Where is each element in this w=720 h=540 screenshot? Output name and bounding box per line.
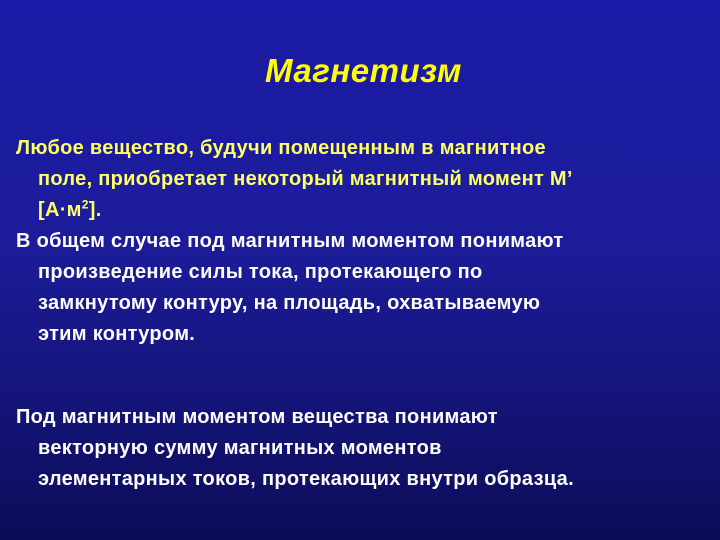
paragraph-line: замкнутому контуру, на площадь, охватываемую <box>38 292 541 314</box>
units-suffix: ]. <box>88 199 102 221</box>
paragraph-line-units <box>16 195 716 226</box>
paragraph-line: поле, приобретает некоторый магнитный момент М’ <box>38 168 573 190</box>
paragraph-line: векторную сумму магнитных моментов <box>38 437 442 459</box>
paragraph-line: элементарных токов, протекающих внутри образца. <box>38 468 574 490</box>
paragraph-magnetic-moment-definition <box>16 133 716 226</box>
paragraph-general-case <box>16 226 716 350</box>
paragraph-line: произведение силы тока, протекающего по <box>38 261 483 283</box>
paragraph-substance-moment <box>16 402 716 495</box>
slide-title: Магнетизм <box>265 52 462 89</box>
paragraph-line: Любое вещество, будучи помещенным в магнитное <box>16 137 546 159</box>
units-exponent: 2 <box>81 197 89 212</box>
paragraph-line: Под магнитным моментом вещества понимают <box>16 406 498 428</box>
paragraph-line: этим контуром. <box>38 323 196 345</box>
units-prefix: [А·м <box>38 199 82 221</box>
paragraph-line: В общем случае под магнитным моментом понимают <box>16 230 564 252</box>
